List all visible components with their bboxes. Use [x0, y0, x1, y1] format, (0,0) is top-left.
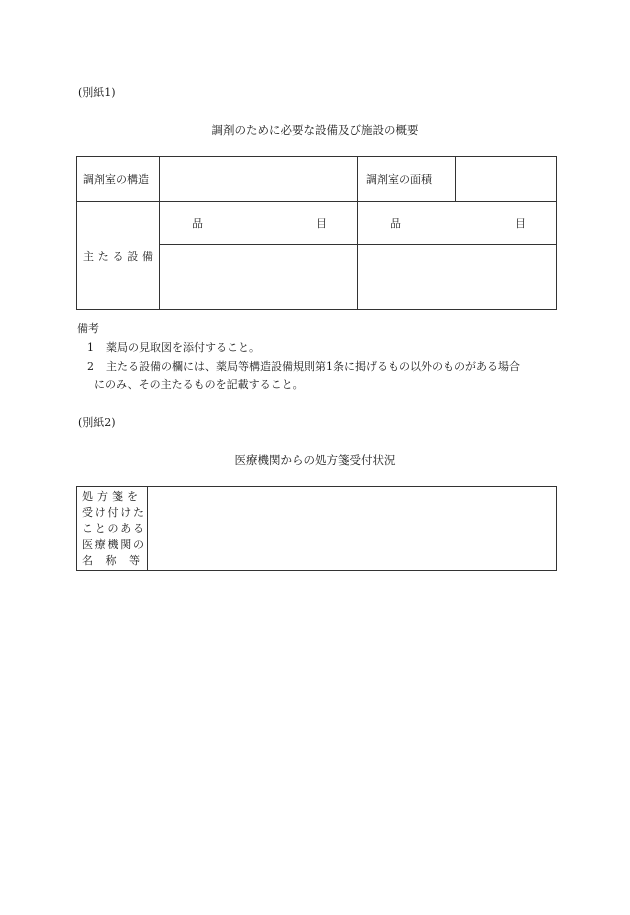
area-label-cell: [358, 157, 456, 201]
attachment-1-title: 調剤のために必要な設備及び施設の概要: [211, 123, 419, 137]
area-row-cell: [358, 157, 557, 202]
note-2: [87, 358, 520, 374]
items-right-cell: [358, 245, 557, 310]
notes-label: 備考: [77, 322, 99, 335]
item-header-left: 品 目: [160, 202, 358, 245]
items-left-cell: [160, 245, 358, 310]
prescription-reception-table: [76, 486, 557, 571]
note-1-text: 薬局の見取図を添付すること。: [106, 341, 260, 354]
structure-label: 調剤室の構造: [83, 173, 149, 186]
note-1: [87, 339, 260, 355]
attachment-2-label: (別紙2): [78, 416, 116, 429]
note-2-continuation: にのみ、その主たるものを記載すること。: [94, 378, 304, 391]
structure-value-cell: [160, 157, 358, 202]
note-2-text: 主たる設備の欄には、薬局等構造設備規則第1条に掲げるもの以外のものがある場合: [106, 360, 520, 373]
structure-label-cell: [77, 157, 160, 202]
note-2-number: 2: [87, 360, 94, 373]
area-label: 調剤室の面積: [366, 173, 432, 186]
institution-label-cell: [77, 487, 148, 571]
attachment-1-label: (別紙1): [78, 86, 116, 99]
equipment-label: 主 た る 設 備: [83, 249, 153, 263]
institution-value-cell: [148, 487, 557, 571]
equipment-overview-table: [76, 156, 557, 310]
equipment-label-cell: [77, 202, 160, 310]
attachment-2-title: 医療機関からの処方箋受付状況: [234, 453, 396, 467]
item-header-right: 品 目: [358, 202, 557, 245]
institution-label: 処 方 箋 を 受 け 付 け た こ と の あ る 医 療 機 関 の 名 称 等: [82, 490, 144, 567]
note-1-number: 1: [87, 341, 94, 354]
